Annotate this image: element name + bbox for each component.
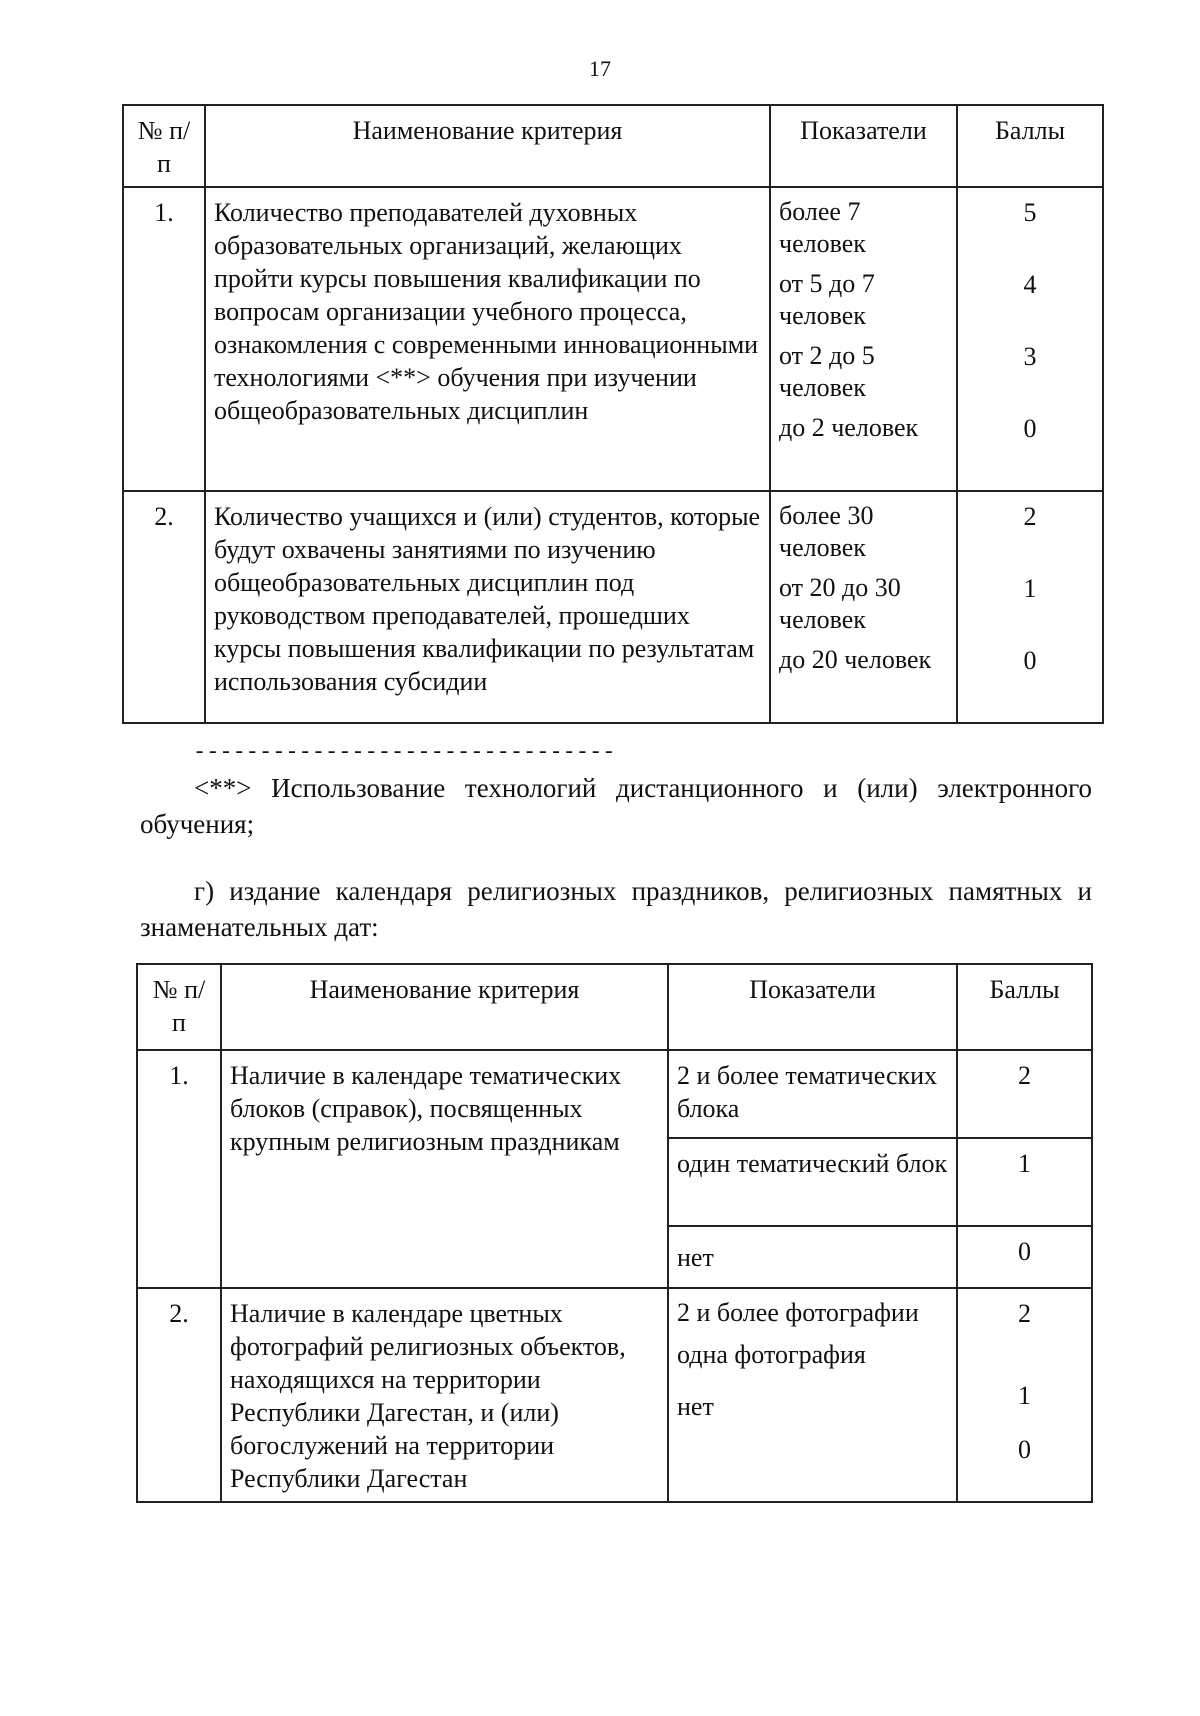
criterion-text: Наличие в календаре тематических блоков (справок), посвященных крупным религиозным праздникам	[221, 1050, 668, 1288]
points-cell	[957, 1288, 1092, 1502]
points-value: 3	[1023, 342, 1037, 371]
table-header-row	[123, 105, 1103, 187]
table-row	[137, 1288, 1092, 1502]
indicator: 2 и более тематических блока	[668, 1050, 957, 1138]
table-row	[123, 187, 1103, 491]
indicator: один тематический блок	[668, 1138, 957, 1226]
indicator: более 7 человек	[779, 197, 866, 258]
indicators-cell	[770, 187, 957, 491]
header-indicators: Показатели	[770, 105, 957, 187]
points-value: 0	[1023, 646, 1037, 675]
header-indicators: Показатели	[668, 964, 957, 1050]
points-value: 2	[1023, 502, 1037, 531]
points-value: 2	[1018, 1299, 1031, 1328]
row-number: 2.	[123, 491, 205, 723]
indicator: более 30 человек	[779, 501, 874, 562]
header-criterion: Наименование критерия	[221, 964, 668, 1050]
criterion-text: Количество преподавателей духовных образовательных организаций, желающих пройти курсы повышения квалификации по вопросам организации учебного процесса, ознакомления с современными инновационными технологиями <**> обучения при изучении общеобразовательных дисциплин	[205, 187, 770, 491]
footnote-rule: --------------------------------	[193, 740, 616, 765]
criteria-table-1	[122, 104, 1104, 724]
header-number: № п/п	[123, 105, 205, 187]
points-value: 1	[957, 1138, 1092, 1226]
indicator: нет	[668, 1226, 957, 1288]
row-number: 1.	[123, 187, 205, 491]
indicator: от 2 до 5 человек	[779, 341, 875, 402]
points-cell	[957, 491, 1103, 723]
indicator: 2 и более фотографии	[677, 1298, 919, 1327]
criteria-table-2	[136, 963, 1093, 1503]
points-value: 4	[1023, 270, 1037, 299]
points-value: 2	[957, 1050, 1092, 1138]
table-header-row	[137, 964, 1092, 1050]
indicator: до 2 человек	[779, 413, 919, 442]
table-row	[123, 491, 1103, 723]
row-number: 2.	[137, 1288, 221, 1502]
page-number: 17	[589, 56, 611, 81]
indicators-cell	[668, 1288, 957, 1502]
header-points: Баллы	[957, 964, 1092, 1050]
criterion-text: Наличие в календаре цветных фотографий религиозных объектов, находящихся на территории Республики Дагестан, и (или) богослужений на территории Республики Дагестан	[221, 1288, 668, 1502]
header-points: Баллы	[957, 105, 1103, 187]
indicator: одна фотография	[677, 1340, 866, 1369]
indicator: от 20 до 30 человек	[779, 573, 901, 634]
indicator: от 5 до 7 человек	[779, 269, 875, 330]
points-value: 1	[1018, 1381, 1031, 1410]
indicator: нет	[677, 1392, 714, 1421]
points-value: 0	[1018, 1435, 1031, 1464]
points-value: 1	[1023, 574, 1037, 603]
indicator: до 20 человек	[779, 645, 932, 674]
points-value: 0	[1023, 414, 1037, 443]
table-row	[137, 1050, 1092, 1138]
item-g-text: г) издание календаря религиозных праздников, религиозных памятных и знаменательных дат:	[140, 876, 1092, 942]
criterion-text: Количество учащихся и (или) студентов, которые будут охвачены занятиями по изучению общеобразовательных дисциплин под руководством преподавателей, прошедших курсы повышения квалификации по результатам использования субсидии	[205, 491, 770, 723]
points-value: 0	[957, 1226, 1092, 1288]
points-value: 5	[1023, 198, 1037, 227]
header-number: № п/п	[137, 964, 221, 1050]
header-criterion: Наименование критерия	[205, 105, 770, 187]
footnote-text: <**> Использование технологий дистанционного и (или) электронного обучения;	[140, 773, 1092, 839]
indicators-cell	[770, 491, 957, 723]
points-cell	[957, 187, 1103, 491]
row-number: 1.	[137, 1050, 221, 1288]
